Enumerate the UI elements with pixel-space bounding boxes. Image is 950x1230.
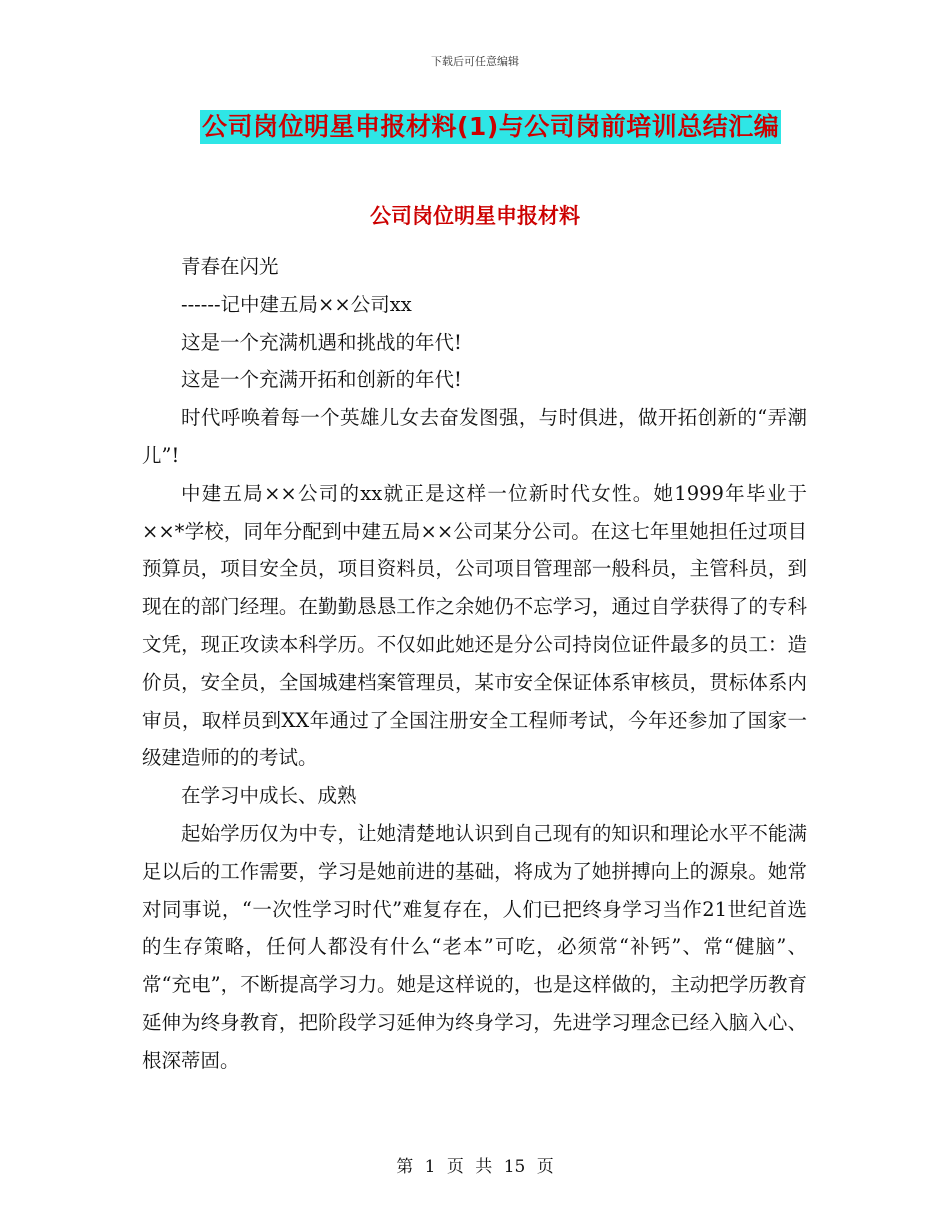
section-title: 公司岗位明星申报材料 [370,204,580,228]
paragraph-byline: ------记中建五局××公司xx [181,292,412,316]
paragraph: 这是一个充满机遇和挑战的年代! [181,330,462,354]
body-text [142,248,807,1080]
paragraph: 这是一个充满开拓和创新的年代! [181,368,462,392]
paragraph: 中建五局××公司的xx就正是这样一位新时代女性。她1999年毕业于××*学校，同年分配到中建五局××公司某分公司。在这七年里她担任过项目预算员，项目安全员，项目资料员，公司项目管理部一般科员，主管科员，到现在的部门经理。在勤勤恳恳工作之余她仍不忘学习，通过自学获得了的专科文凭，现正攻读本科学历。不仅如此她还是分公司持岗位证件最多的员工：造价员，安全员，全国城建档案管理员，某市安全保证体系审核员，贯标体系内审员，取样员到XX年通过了全国注册安全工程师考试，今年还参加了国家一级建造师的的考试。 [142,481,807,770]
paragraph-heading: 在学习中成长、成熟 [181,784,357,808]
header-note: 下载后可任意编辑 [431,55,519,68]
paragraph: 时代呼唤着每一个英雄儿女去奋发图强，与时俱进，做开拓创新的“弄潮儿”! [142,406,807,467]
document-title: 公司岗位明星申报材料(1)与公司岗前培训总结汇编 [200,110,781,144]
page-number: 第 1 页 共 15 页 [396,1157,554,1177]
paragraph-heading: 青春在闪光 [181,255,279,278]
paragraph: 起始学历仅为中专，让她清楚地认识到自己现有的知识和理论水平不能满足以后的工作需要，学习是她前进的基础，将成为了她拼搏向上的源泉。她常对同事说，“一次性学习时代”难复存在，人们已把终身学习当作21世纪首选的生存策略，任何人都没有什么“老本”可吃，必须常“补钙”、常“健脑”、常“充电”，不断提高学习力。她是这样说的，也是这样做的，主动把学历教育延伸为终身教育，把阶段学习延伸为终身学习，先进学习理念已经入脑入心、根深蒂固。 [142,821,807,1072]
